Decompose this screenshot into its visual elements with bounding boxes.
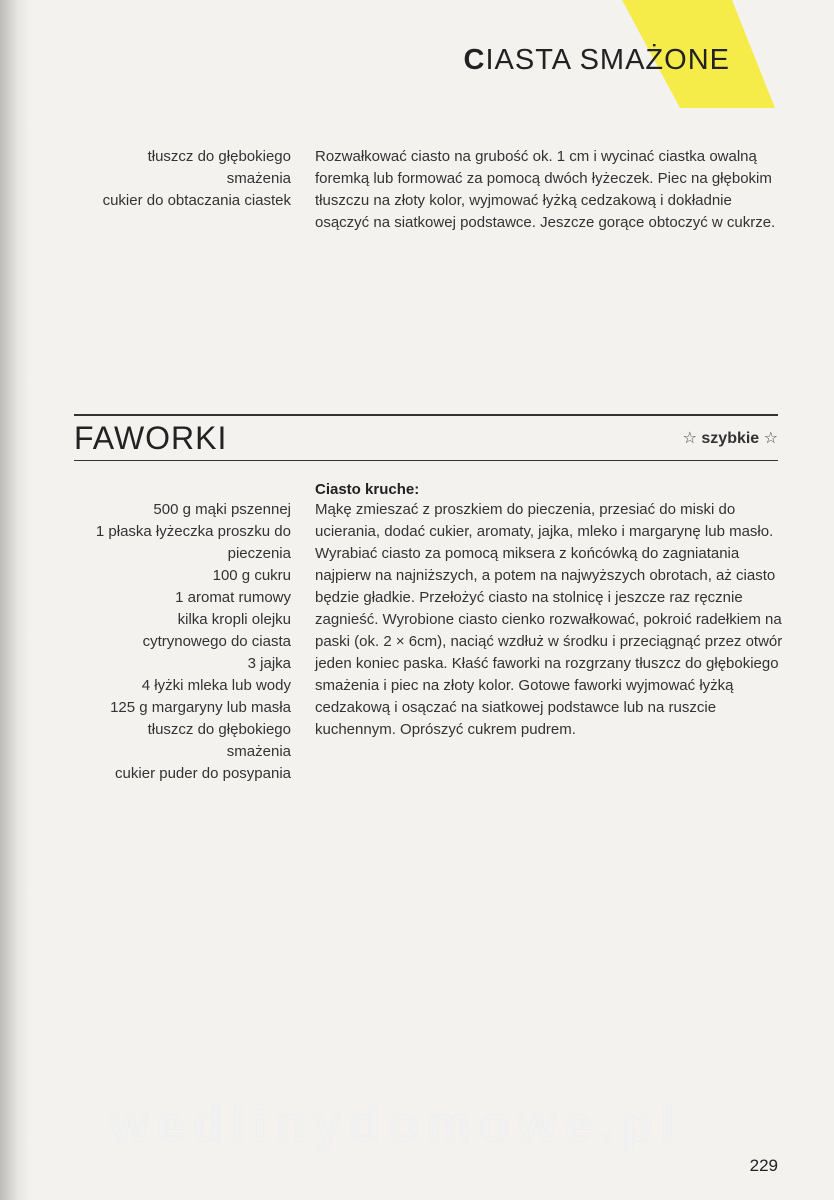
ingredient-item: cytrynowego do ciasta	[142, 633, 291, 650]
ingredient-item: smażenia	[226, 170, 291, 187]
quick-tag-label: szybkie	[701, 430, 760, 447]
faworki-ingredients-list	[51, 499, 291, 785]
recipe-title: FAWORKI	[74, 420, 228, 456]
ingredient-item: tłuszcz do głębokiego	[147, 721, 291, 738]
ingredient-item: 3 jajka	[247, 655, 291, 672]
recipe-top-rule	[74, 414, 778, 416]
ingredient-item: pieczenia	[227, 545, 291, 562]
top-ingredients-list	[51, 146, 291, 212]
binding-shadow	[0, 0, 30, 1200]
ingredient-item: 100 g cukru	[212, 567, 291, 584]
ingredient-item: 4 łyżki mleka lub wody	[141, 677, 291, 694]
ingredient-item: 1 płaska łyżeczka proszku do	[95, 523, 291, 540]
page-number: 229	[749, 1156, 778, 1175]
ingredient-item: tłuszcz do głębokiego	[147, 148, 291, 165]
faworki-instructions: Mąkę zmieszać z proszkiem do pieczenia, przesiać do miski do ucierania, dodać cukier, aromaty, jajka, mleko i margarynę lub masło. Wyrabiać ciasto za pomocą miksera z końcówką do zagniatania najpierw na najniższych, a potem na najwyższych obrotach, aż ciasto będzie gładkie. Przełożyć ciasto na stolnicę i jeszcze raz ręcznie zagnieść. Wyrobione ciasto cienko rozwałkować, pokroić radełkiem na paski (ok. 2 × 6cm), naciąć wzdłuż w środku i przeciągnąć przez otwór jeden koniec paska. Kłaść faworki na rozgrzany tłuszcz do głębokiego smażenia i piec na złoty kolor. Gotowe faworki wyjmować łyżką cedzakową i osączać na siatkowej podstawce lub na ruszcie kuchennym. Oprószyć cukrem pudrem.	[315, 501, 783, 738]
ingredient-item: kilka kropli olejku	[177, 611, 291, 628]
watermark: wedlinydomowe.pl	[110, 1096, 683, 1152]
section-title	[464, 44, 730, 77]
top-instructions: Rozwałkować ciasto na grubość ok. 1 cm i wycinać ciastka owalną foremką lub formować za pomocą dwóch łyżeczek. Piec na głębokim tłuszczu na złoty kolor, wyjmować łyżką cedzakową i dokładnie osączyć na siatkowej podstawce. Jeszcze gorące obtoczyć w cukrze.	[315, 148, 776, 231]
ingredient-item: 125 g margaryny lub masła	[110, 699, 291, 716]
section-title-rest: IASTA SMAŻONE	[485, 44, 730, 76]
ingredient-item: cukier puder do posypania	[115, 765, 291, 782]
star-icon: ☆	[763, 430, 778, 447]
recipe-bottom-rule	[74, 460, 778, 461]
quick-tag	[683, 428, 778, 448]
section-title-initial: C	[463, 44, 486, 76]
ingredient-item: 500 g mąki pszennej	[153, 501, 291, 518]
ingredient-item: smażenia	[226, 743, 291, 760]
ingredient-item: cukier do obtaczania ciastek	[102, 192, 291, 209]
ingredient-item: 1 aromat rumowy	[175, 589, 291, 606]
star-icon: ☆	[682, 430, 697, 447]
dough-subheading: Ciasto kruche:	[315, 481, 420, 498]
